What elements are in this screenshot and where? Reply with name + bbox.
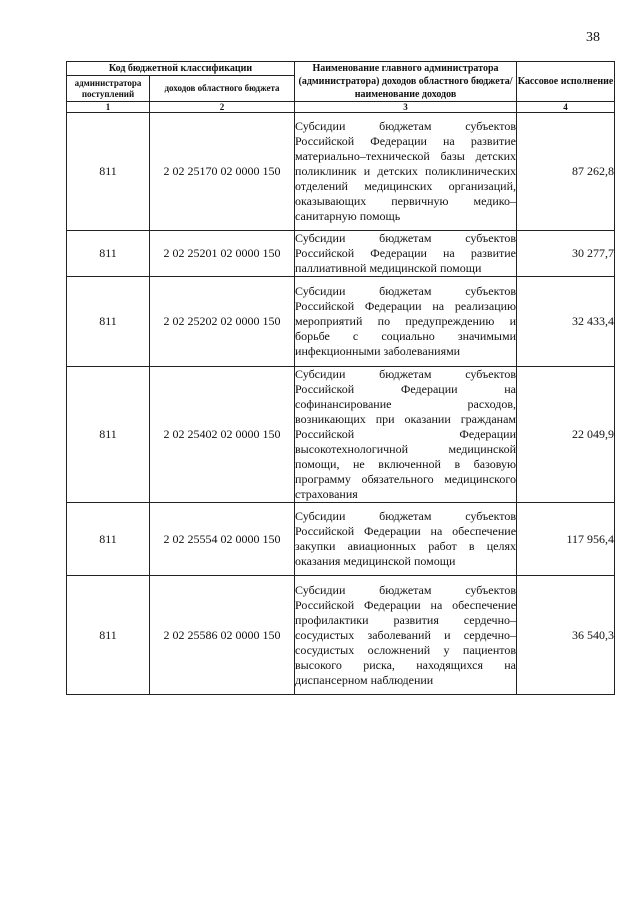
income-name: Субсидии бюджетам субъектов Российской Федерации на реализацию мероприятий по предупреждению и борьбе с социально значимыми инфекционными заболеваниями [295, 277, 517, 367]
header-budget-classification-code: Код бюджетной классификации [67, 62, 295, 76]
income-code: 2 02 25202 02 0000 150 [150, 277, 295, 367]
administrator-code: 811 [67, 576, 150, 695]
administrator-code: 811 [67, 113, 150, 231]
administrator-code: 811 [67, 503, 150, 576]
administrator-code: 811 [67, 231, 150, 277]
cash-execution-amount: 36 540,3 [517, 576, 615, 695]
income-name: Субсидии бюджетам субъектов Российской Федерации на обеспечение профилактики развития сердечно–сосудистых заболеваний и сердечно–сосудистых осложнений у пациентов высокого риска, находящихся на диспансерном наблюдении [295, 576, 517, 695]
table-row [67, 367, 615, 503]
cash-execution-amount: 22 049,9 [517, 367, 615, 503]
income-name: Субсидии бюджетам субъектов Российской Федерации на софинансирование расходов, возникающих при оказании гражданам Российской Федерации высокотехнологичной медицинской помощи, не включенной в базовую программу обязательного медицинского страхования [295, 367, 517, 501]
administrator-code: 811 [67, 367, 150, 503]
budget-revenue-table [66, 61, 615, 695]
table-row [67, 576, 615, 695]
header-administrator-name: Наименование главного администратора (администратора) доходов областного бюджета/ наименование доходов [295, 62, 517, 102]
income-name: Субсидии бюджетам субъектов Российской Федерации на развитие материально–технической базы детских поликлиник и детских поликлинических отделений медицинских организаций, оказывающих первичную медико–санитарную помощь [295, 113, 517, 231]
income-name: Субсидии бюджетам субъектов Российской Федерации на развитие паллиативной медицинской помощи [295, 231, 517, 275]
table-row [67, 231, 615, 277]
income-code: 2 02 25586 02 0000 150 [150, 576, 295, 695]
cash-execution-amount: 30 277,7 [517, 231, 615, 277]
income-code: 2 02 25170 02 0000 150 [150, 113, 295, 231]
income-name: Субсидии бюджетам субъектов Российской Федерации на обеспечение закупки авиационных работ в целях оказания медицинской помощи [295, 503, 517, 576]
income-code: 2 02 25554 02 0000 150 [150, 503, 295, 576]
table-row [67, 277, 615, 367]
cash-execution-amount: 87 262,8 [517, 113, 615, 231]
cash-execution-amount: 32 433,4 [517, 277, 615, 367]
header-administrator-code: администратора поступлений [67, 76, 150, 102]
column-index-2: 2 [150, 102, 295, 113]
income-code: 2 02 25201 02 0000 150 [150, 231, 295, 277]
table-row [67, 503, 615, 576]
header-income-code: доходов областного бюджета [150, 76, 295, 102]
column-index-4: 4 [517, 102, 615, 113]
page-number: 38 [586, 30, 600, 45]
income-code: 2 02 25402 02 0000 150 [150, 367, 295, 503]
column-index-3: 3 [295, 102, 517, 113]
cash-execution-amount: 117 956,4 [517, 503, 615, 576]
administrator-code: 811 [67, 277, 150, 367]
header-cash-execution: Кассовое исполнение [517, 62, 615, 102]
column-index-1: 1 [67, 102, 150, 113]
table-row [67, 113, 615, 231]
